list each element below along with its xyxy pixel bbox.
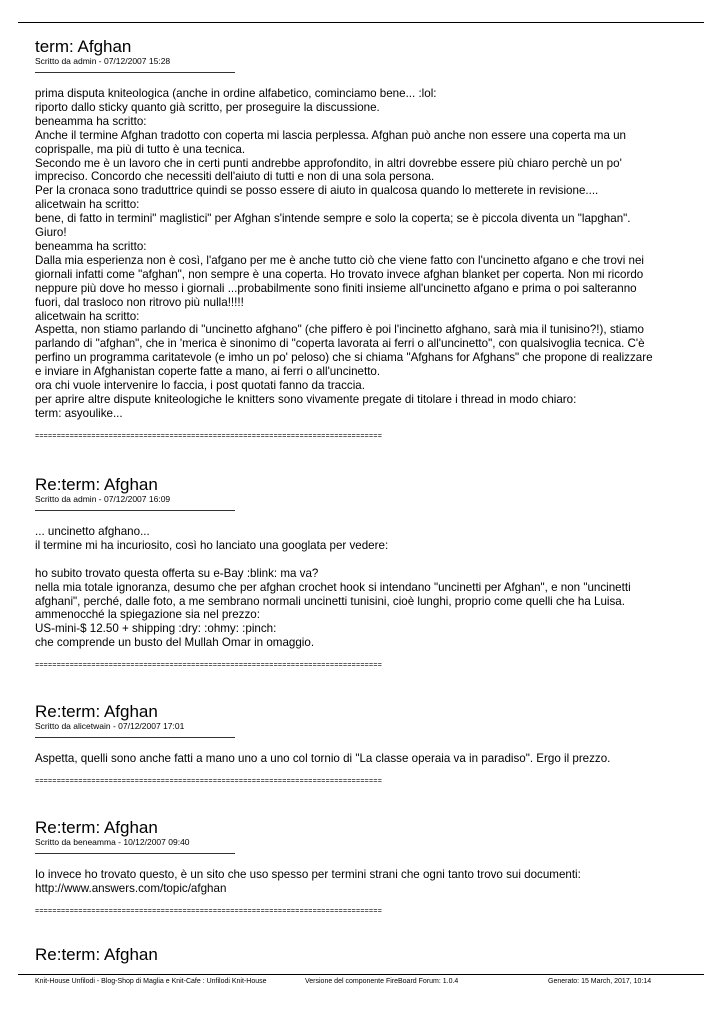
post-meta: Scritto da beneamma - 10/12/2007 09:40 — [35, 837, 190, 847]
post-text-line: alicetwain ha scritto: — [35, 309, 140, 323]
post-text-line: ... uncinetto afghano... — [35, 525, 150, 538]
post-text-line: il termine mi ha incuriosito, così ho lanciato una googlata per vedere: — [35, 538, 389, 552]
post-3 — [35, 703, 695, 786]
post-text-line — [35, 553, 695, 567]
meta-divider — [35, 737, 235, 738]
post-body — [35, 752, 695, 766]
post-text-line: giornali infatti come "afghan", non sempre è una coperta. Ho trovato invece afghan blanket per coperta. Non mi ricordo — [35, 267, 644, 281]
post-text-line: Giuro! — [35, 226, 67, 240]
post-text-line: Anche il termine Afghan tradotto con coperta mi lascia perplessa. Afghan può anche non essere una coperta ma un — [35, 128, 627, 142]
meta-divider — [35, 510, 235, 511]
post-text-line: afghani", perché, dalle foto, a me sembrano normali uncinetti tunisini, cioè lunghi, proprio come quelli che ha Luisa. — [35, 594, 625, 608]
post-title: Re:term: Afghan — [35, 945, 158, 964]
post-text-line: parlando di "afghan", che in 'merica è sinonimo di "coperta lavorata ai ferri o all'uncinetto", con qualsivoglia tecnica. C'è — [35, 337, 645, 351]
post-text-line: Io invece ho trovato questo, è un sito che uso spesso per termini strani che ogni tanto trovo sui documenti: — [35, 868, 581, 881]
post-5 — [35, 946, 695, 964]
post-separator: ================================================================================ — [35, 432, 383, 440]
post-meta: Scritto da admin - 07/12/2007 15:28 — [35, 56, 171, 66]
meta-divider — [35, 72, 235, 73]
post-text-line: Secondo me è un lavoro che in certi punti andrebbe approfondito, in altri dovrebbe essere più chiaro perchè un po' — [35, 156, 622, 170]
footer-rule — [18, 974, 704, 975]
post-text-line: neppure più dove ho messo i giornali ...probabilmente sono finiti insieme all'uncinetto afgano e prima o poi salteranno — [35, 281, 637, 295]
meta-divider — [35, 853, 235, 854]
post-meta: Scritto da alicetwain - 07/12/2007 17:01 — [35, 721, 185, 731]
post-title: Re:term: Afghan — [35, 818, 158, 837]
post-text-line: riporto dallo sticky quanto già scritto, per proseguire la discussione. — [35, 100, 380, 114]
footer-version: Versione del componente FireBoard Forum: 1.0.4 — [305, 978, 459, 985]
post-text-line: nella mia totale ignoranza, desumo che per afghan crochet hook si intendano "uncinetti per Afghan", e non "uncinetti — [35, 580, 631, 594]
post-text-line: prima disputa kniteologica (anche in ordine alfabetico, cominciamo bene... :lol: — [35, 87, 437, 100]
post-text-line: alicetwain ha scritto: — [35, 198, 140, 212]
post-text-line: ora chi vuole intervenire lo faccia, i post quotati fanno da traccia. — [35, 379, 365, 393]
post-title: term: Afghan — [35, 37, 132, 56]
post-text-line: Aspetta, non stiamo parlando di "uncinetto afghano" (che piffero è poi l'incinetto afghano, sarà mia il tunisino?!), stiamo — [35, 323, 644, 337]
footer-site: Knit-House Unfilodi - Blog-Shop di Maglia e Knit-Cafe : Unfilodi Knit-House — [35, 978, 267, 985]
post-text-line: per aprire altre dispute kniteologiche le knitters sono vivamente pregate di titolare i thread in modo chiaro: — [35, 392, 577, 406]
post-text-line: ammenocché la spiegazione sia nel prezzo: — [35, 608, 260, 622]
post-text-line: beneamma ha scritto: — [35, 239, 147, 253]
post-body — [35, 525, 695, 650]
post-text-line: http://www.answers.com/topic/afghan — [35, 881, 227, 895]
post-text-line: e inviare in Afghanistan coperte fatte a mano, ai ferri o all'uncinetto. — [35, 365, 381, 379]
post-title: Re:term: Afghan — [35, 475, 158, 494]
post-meta: Scritto da admin - 07/12/2007 16:09 — [35, 494, 171, 504]
post-text-line: bene, di fatto in termini" maglistici" per Afghan s'intende sempre e solo la coperta; se è piccola diventa un "lapghan". — [35, 212, 631, 226]
post-4 — [35, 819, 695, 916]
post-text-line: Per la cronaca sono traduttrice quindi se posso essere di aiuto in qualcosa quando lo metterete in revisione.... — [35, 184, 599, 198]
post-text-line: beneamma ha scritto: — [35, 114, 147, 128]
post-separator: ================================================================================ — [35, 662, 383, 670]
post-text-line: US-mini-$ 12.50 + shipping :dry: :ohmy: :pinch: — [35, 622, 277, 636]
post-text-line: Aspetta, quelli sono anche fatti a mano uno a uno col tornio di "La classe operaia va in paradiso". Ergo il prezzo. — [35, 752, 611, 765]
post-text-line: ho subito trovato questa offerta su e-Bay :blink: ma va? — [35, 566, 319, 580]
post-text-line: fuori, dal trasloco non ritrovo più nulla!!!!! — [35, 295, 244, 309]
post-text-line: coprispalle, ma più di tutto è una tecnica. — [35, 142, 246, 156]
post-title: Re:term: Afghan — [35, 702, 158, 721]
post-text-line: term: asyoulike... — [35, 406, 123, 420]
post-2 — [35, 476, 695, 670]
post-separator: ================================================================================ — [35, 907, 383, 915]
post-1 — [35, 38, 695, 441]
post-body — [35, 87, 695, 421]
post-text-line: perfino un programma caritatevole (e imho un po' peloso) che si chiama "Afghans for Afghans" che propone di realizzare — [35, 351, 653, 365]
post-separator: ================================================================================ — [35, 777, 383, 785]
post-text-line: Dalla mia esperienza non è così, l'afgano per me è anche tutto ciò che viene fatto con l'uncinetto afgano e che trovi nei — [35, 253, 644, 267]
footer-generated: Generato: 15 March, 2017, 10:14 — [548, 978, 652, 985]
post-text-line: impreciso. Concordo che necessiti dell'aiuto di tutti e non di una sola persona. — [35, 170, 435, 184]
post-text-line: che comprende un busto del Mullah Omar in omaggio. — [35, 636, 315, 650]
post-body — [35, 868, 695, 896]
top-rule — [18, 22, 704, 23]
